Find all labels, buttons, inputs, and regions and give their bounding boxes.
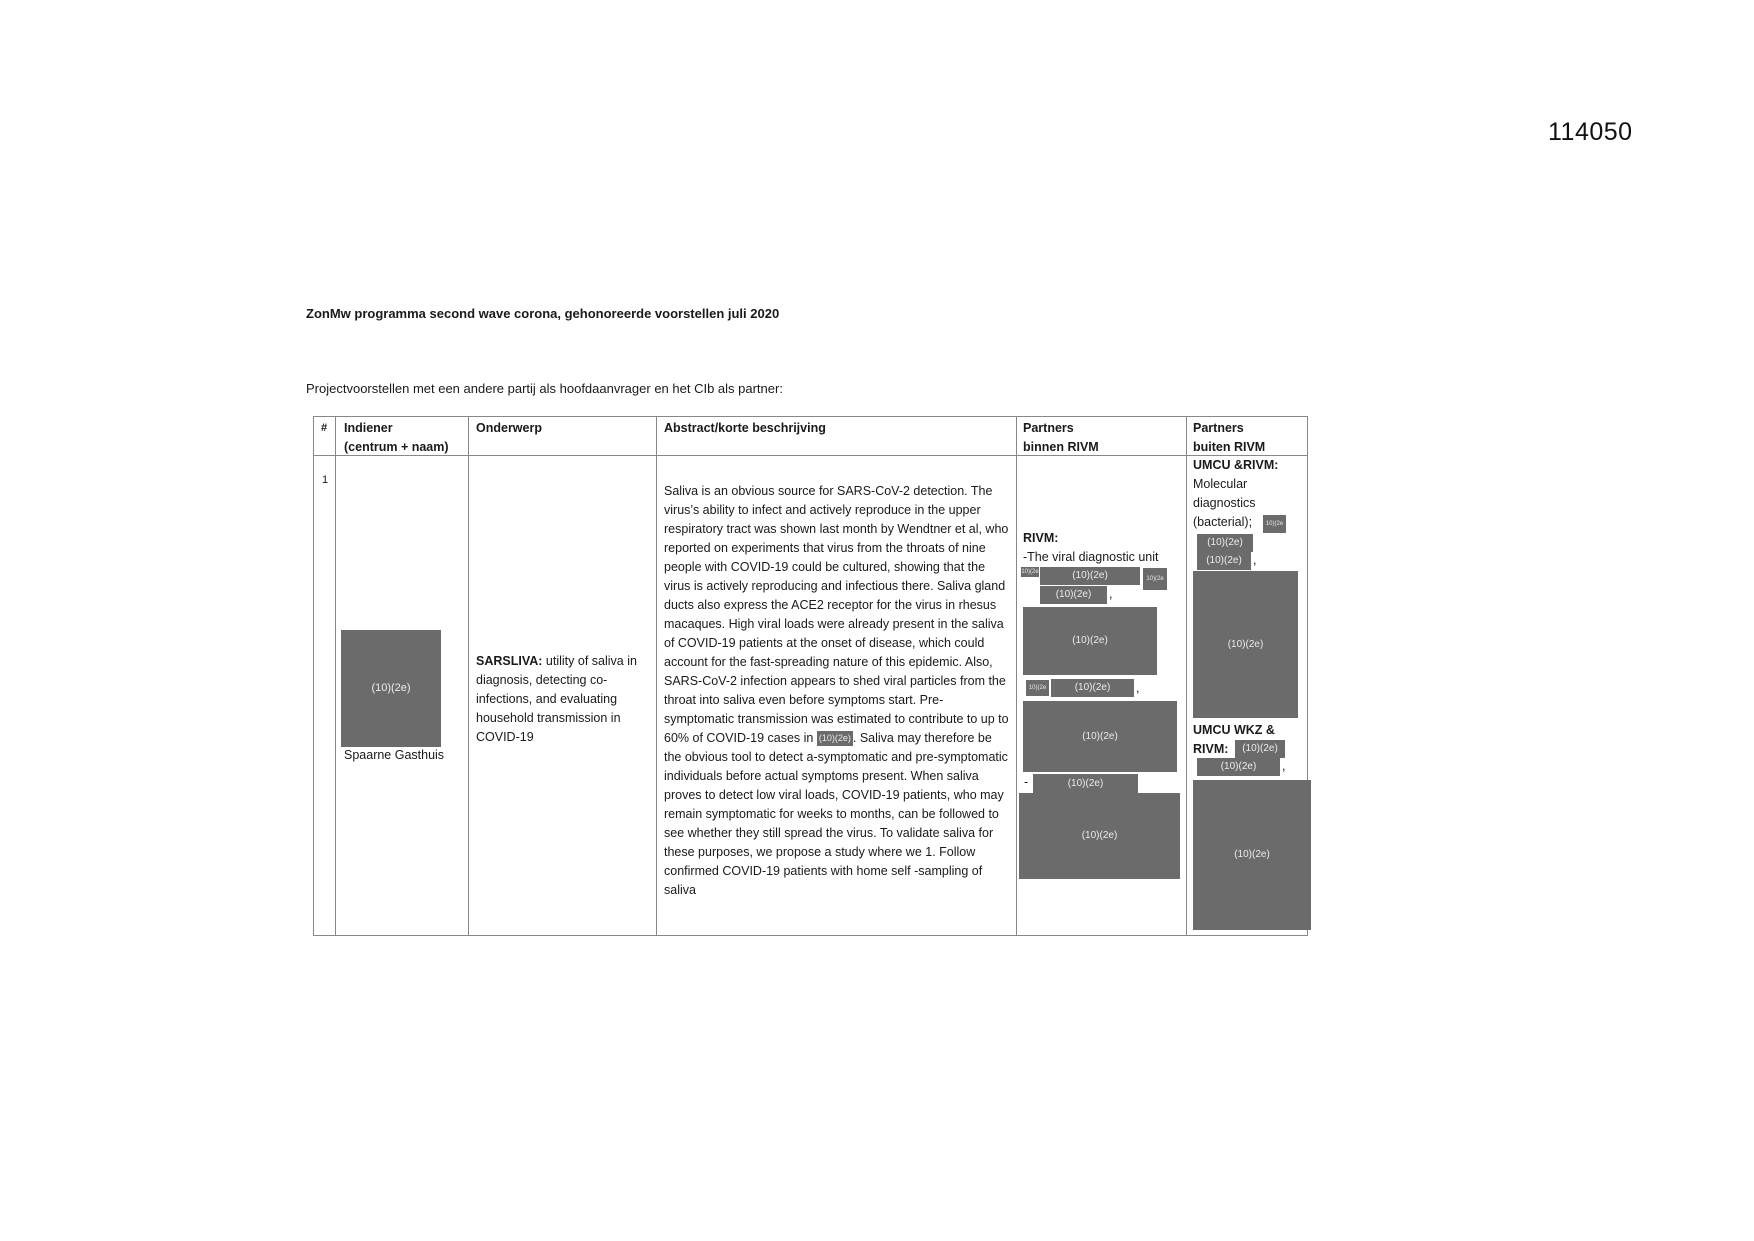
comma: , (1282, 759, 1286, 773)
redaction-block: (10)(2e) (1235, 740, 1285, 758)
comma: , (1109, 587, 1113, 601)
header-abstract: Abstract/korte beschrijving (664, 421, 826, 435)
header-partners-buiten (1193, 419, 1265, 457)
abstract-part-2: . Saliva may therefore be the obvious tool to detect a-symptomatic and pre-symptomatic individuals before actual symptoms present. When saliva proves to detect low viral loads, COVID-19 patients, who may remain symptomatic for weeks to months, can be followed to see whether they still spread the virus. To validate saliva for these purposes, we propose a study where we 1. Follow confirmed COVID-19 patients with home self -sampling of saliva (664, 731, 1008, 897)
header-buiten-line2: buiten RIVM (1193, 440, 1266, 454)
abstract-text (664, 482, 1012, 900)
header-partners-binnen (1023, 419, 1099, 457)
header-indiener-line2: (centrum + naam) (344, 440, 449, 454)
redaction-block: (10)(2e) (1019, 793, 1180, 879)
redaction-block: (10)(2e) (1040, 586, 1107, 604)
binnen-rivm-label: RIVM: (1023, 531, 1059, 545)
header-indiener (344, 419, 449, 457)
redaction-block: 10)(2e (1143, 568, 1167, 590)
binnen-dash: - (1024, 775, 1029, 789)
comma: , (1253, 553, 1257, 567)
document-number: 114050 (1548, 118, 1633, 146)
redaction-block: (10)(2e) (1197, 552, 1251, 570)
abstract-part-1: Saliva is an obvious source for SARS-CoV-2 detection. The virus’s ability to infect and actively reproduce in the upper respiratory tract was shown last month by Wendtner et al, who reported on experiments that virus from the throats of nine people with COVID-19 could be cultured, showing that the virus is actively reproducing and infectious there. Saliva gland ducts also express the ACE2 receptor for the virus in rhesus macaques. High viral loads were already present in the saliva of COVID-19 patients at the onset of disease, which could account for the fast-spreading nature of this epidemic. Also, SARS-CoV-2 infection appears to shed viral particles from the throat into saliva even before symptoms start. Pre-symptomatic transmission was estimated to contribute to up to 60% of COVID-19 cases in (664, 484, 1009, 745)
col-border-num (314, 417, 336, 935)
header-binnen-line2: binnen RIVM (1023, 440, 1099, 454)
indiener-name: Spaarne Gasthuis (344, 748, 445, 762)
redaction-block: (10)(2e) (1040, 567, 1140, 585)
redaction-block: (10)(2e) (341, 630, 441, 747)
buiten-rivm: RIVM: (1193, 742, 1229, 756)
redaction-block: (10)(2e) (1033, 774, 1138, 794)
onderwerp-text (476, 652, 652, 747)
redaction-block: 10)(2e (1021, 569, 1039, 575)
document-subtitle: Projectvoorstellen met een andere partij als hoofdaanvrager en het CIb als partner: (306, 381, 783, 396)
buiten-molecular-line1: Molecular (1193, 477, 1248, 491)
redaction-block: (10)(2e) (1197, 758, 1280, 776)
redaction-block: (10)(2e) (1197, 534, 1253, 552)
buiten-umcu-wkz: UMCU WKZ & (1193, 723, 1275, 737)
buiten-umcu-rivm: UMCU &RIVM: (1193, 458, 1279, 472)
redaction-block: (10)(2e) (1023, 701, 1177, 772)
proposals-table (313, 416, 1308, 936)
header-onderwerp: Onderwerp (476, 421, 542, 435)
redaction-inline: (10)(2e) (817, 731, 853, 746)
row-number: 1 (322, 474, 329, 486)
header-binnen-line1: Partners (1023, 421, 1074, 435)
redaction-block: (10)(2e) (1193, 780, 1311, 930)
buiten-molecular-line2: diagnostics (1193, 496, 1256, 510)
comma: , (1136, 681, 1140, 695)
buiten-molecular-line3: (bacterial); (1193, 515, 1253, 529)
binnen-viral-unit: -The viral diagnostic unit (1023, 550, 1159, 564)
onderwerp-description: utility of saliva in diagnosis, detecting co-infections, and evaluating household transmission in COVID-19 (476, 654, 637, 744)
header-divider (314, 455, 1307, 456)
redaction-block: 10)(2e (1263, 515, 1286, 533)
redaction-block: (10)(2e) (1193, 571, 1298, 718)
header-num: # (321, 422, 328, 434)
header-indiener-line1: Indiener (344, 421, 393, 435)
header-buiten-line1: Partners (1193, 421, 1244, 435)
onderwerp-title: SARSLIVA: (476, 654, 543, 668)
redaction-block: (10)(2e) (1023, 607, 1157, 675)
redaction-block: 10)(2e (1026, 680, 1049, 696)
redaction-block: (10)(2e) (1051, 679, 1134, 697)
document-title: ZonMw programma second wave corona, gehonoreerde voorstellen juli 2020 (306, 306, 780, 321)
